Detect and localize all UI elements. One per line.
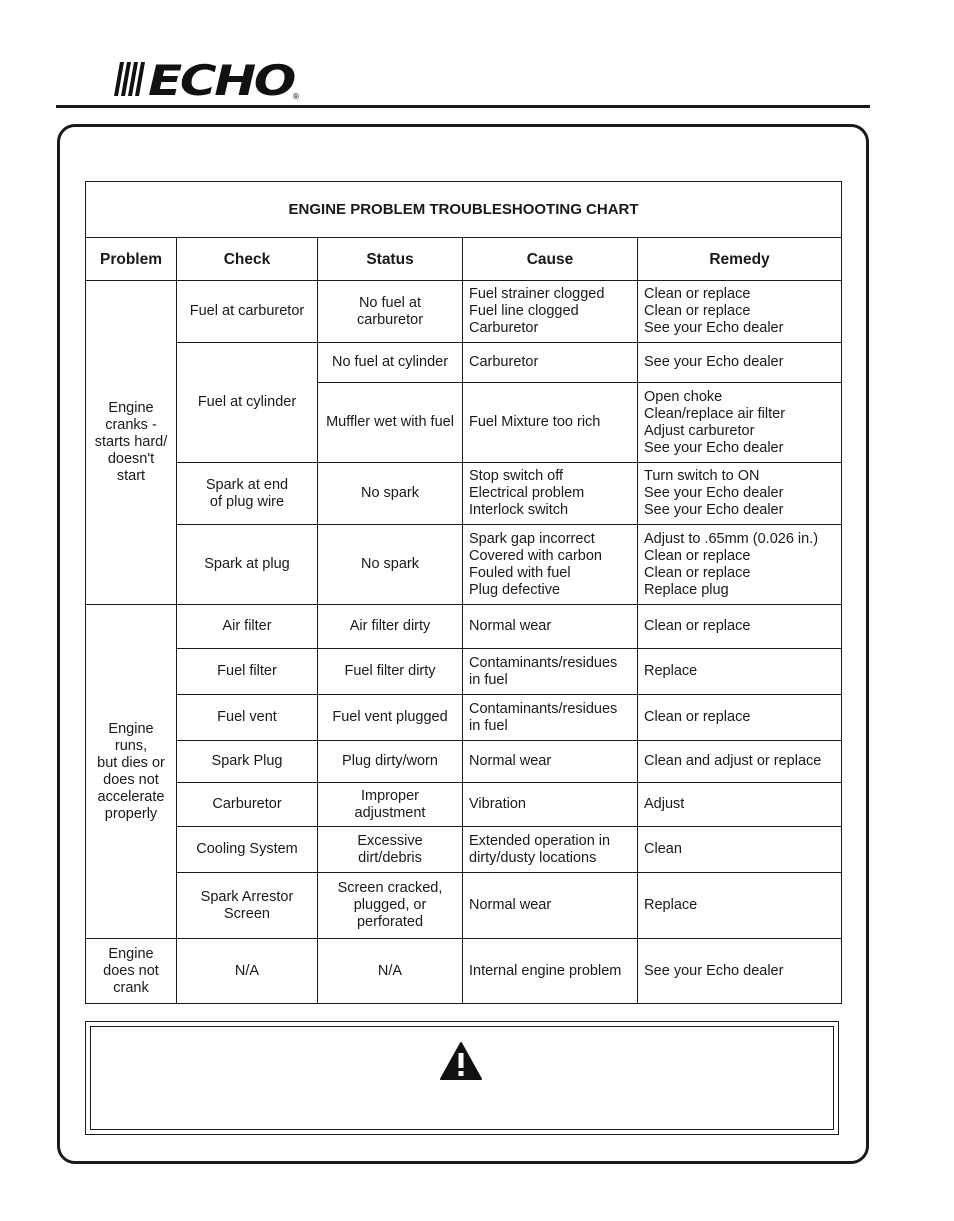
remedy-cell (638, 463, 842, 525)
remedy-cell (638, 649, 842, 695)
remedy-cell (638, 827, 842, 873)
cell-line: of plug wire (209, 493, 285, 510)
cell-line: Fuel filter dirty (344, 663, 436, 679)
cell-line: Carburetor (469, 354, 539, 370)
header-cause: Cause (463, 238, 638, 281)
cell-line: Adjust (644, 796, 685, 812)
troubleshooting-chart (85, 181, 842, 1004)
remedy-cell (638, 939, 842, 1004)
echo-logo (112, 58, 302, 100)
cell-line: Covered with carbon (469, 547, 602, 564)
cell-line: Replace (644, 897, 698, 913)
cell-line: See your Echo dealer (644, 354, 784, 370)
cell-line: Engine (108, 945, 154, 962)
check-cell (177, 343, 318, 463)
table-row (86, 649, 842, 695)
cell-line: in fuel (469, 717, 508, 734)
check-cell (177, 605, 318, 649)
cell-line: Fuel Mixture too rich (469, 414, 601, 430)
remedy-cell (638, 873, 842, 939)
warning-triangle-icon (439, 1041, 483, 1081)
cause-cell (463, 873, 638, 939)
remedy-cell (638, 605, 842, 649)
cell-line: Plug dirty/worn (342, 753, 438, 769)
status-cell (318, 525, 463, 605)
cell-line: Air filter (222, 618, 272, 634)
cell-line: Spark at end (205, 476, 289, 493)
cell-line: Extended operation in (469, 832, 611, 849)
table-row (86, 939, 842, 1004)
cell-line: Engine (108, 720, 154, 737)
cell-line: Clean or replace (644, 709, 751, 725)
cell-line: does not (103, 771, 159, 788)
cell-line: Carburetor (469, 320, 539, 336)
cell-line: See your Echo dealer (644, 439, 784, 456)
status-cell (318, 695, 463, 741)
cell-line: See your Echo dealer (644, 320, 784, 336)
cell-line: Clean and adjust or replace (644, 753, 822, 769)
remedy-cell (638, 741, 842, 783)
problem-cell (86, 605, 177, 939)
cell-line: Interlock switch (469, 502, 569, 518)
check-cell (177, 649, 318, 695)
table-row (86, 695, 842, 741)
cell-line: Spark at plug (204, 556, 290, 572)
cell-line: Normal wear (469, 618, 552, 634)
cause-cell (463, 343, 638, 383)
cause-cell (463, 827, 638, 873)
cell-line: Carburetor (212, 796, 282, 812)
cell-line: Screen cracked, (337, 880, 443, 896)
header-remedy: Remedy (638, 238, 842, 281)
remedy-cell (638, 783, 842, 827)
cell-line: Fuel at carburetor (189, 303, 305, 319)
cell-line: Engine (108, 400, 154, 416)
warning-box (85, 1021, 839, 1135)
table-row (86, 605, 842, 649)
check-cell (177, 827, 318, 873)
cell-line: Fuel strainer clogged (469, 286, 605, 302)
cell-line: doesn't (107, 451, 155, 467)
header-rule (56, 105, 870, 108)
table-row (86, 525, 842, 605)
status-cell (318, 649, 463, 695)
cell-line: Cooling System (196, 841, 298, 857)
cell-line: See your Echo dealer (644, 485, 784, 501)
table-row (86, 783, 842, 827)
cell-line: Fouled with fuel (469, 564, 571, 581)
cause-cell (463, 605, 638, 649)
cell-line: but dies or (97, 754, 165, 771)
svg-text:ECHO: ECHO (148, 58, 296, 100)
cell-line: Normal wear (469, 897, 552, 913)
table-row (86, 827, 842, 873)
cell-line: Vibration (469, 796, 526, 812)
cell-line: Clean/replace air filter (644, 405, 786, 422)
cell-line: Clean or replace (644, 564, 751, 581)
cell-line: Fuel filter (217, 663, 277, 679)
header-problem: Problem (86, 238, 177, 281)
cell-line: No fuel at (358, 294, 422, 311)
cell-line: N/A (377, 962, 403, 979)
cell-line: Excessive (357, 832, 423, 849)
cell-line: Stop switch off (469, 468, 564, 484)
cell-line: Spark gap incorrect (469, 530, 595, 547)
check-cell (177, 463, 318, 525)
status-cell (318, 281, 463, 343)
cell-line: Muffler wet with fuel (326, 414, 454, 430)
cell-line: Clean (644, 841, 682, 857)
status-cell (318, 939, 463, 1004)
cell-line: Improper (360, 787, 420, 804)
cell-line: Fuel vent (217, 709, 277, 725)
cell-line: in fuel (469, 671, 508, 688)
cause-cell (463, 463, 638, 525)
cause-cell (463, 939, 638, 1004)
cell-line: Plug defective (469, 581, 561, 598)
cell-line: Clean or replace (644, 618, 751, 634)
warning-box-inner (90, 1026, 834, 1130)
status-cell (318, 873, 463, 939)
status-cell (318, 463, 463, 525)
remedy-cell (638, 525, 842, 605)
cause-cell (463, 649, 638, 695)
cell-line: No spark (360, 485, 420, 501)
cell-line: Clean or replace (644, 303, 751, 319)
problem-cell (86, 281, 177, 605)
cell-line: plugged, or (353, 897, 427, 913)
cell-line: dirty/dusty locations (469, 849, 597, 866)
cell-line: No spark (360, 556, 420, 572)
cell-line: Air filter dirty (349, 618, 431, 634)
cell-line: Turn switch to ON (644, 468, 760, 484)
cell-line: properly (104, 805, 158, 822)
table-row (86, 463, 842, 525)
cell-line: accelerate (97, 788, 165, 805)
cell-line: Clean or replace (644, 286, 751, 302)
cell-line: Spark Plug (211, 753, 283, 769)
cause-cell (463, 383, 638, 463)
cell-line: No fuel at cylinder (331, 354, 449, 370)
cell-line: adjustment (354, 804, 426, 821)
cell-line: N/A (234, 962, 260, 979)
cell-line: start (116, 468, 146, 484)
cell-line: does not (103, 962, 159, 979)
check-cell (177, 783, 318, 827)
svg-text:®: ® (292, 92, 300, 100)
check-cell (177, 525, 318, 605)
cell-line: starts hard/ (94, 434, 168, 450)
problem-cell (86, 939, 177, 1004)
cause-cell (463, 783, 638, 827)
cell-line: Electrical problem (469, 485, 585, 501)
cell-line: crank (113, 979, 149, 996)
table-row (86, 343, 842, 383)
status-cell (318, 383, 463, 463)
remedy-cell (638, 695, 842, 741)
cause-cell (463, 525, 638, 605)
table-row (86, 873, 842, 939)
status-cell (318, 605, 463, 649)
cell-line: Fuel line clogged (469, 303, 579, 319)
cell-line: Adjust to .65mm (0.026 in.) (644, 530, 819, 547)
check-cell (177, 695, 318, 741)
cell-line: Screen (224, 905, 270, 922)
table-row (86, 741, 842, 783)
cell-line: Contaminants/residues (469, 700, 618, 717)
cell-line: perforated (356, 914, 424, 930)
cell-line: Open choke (644, 388, 723, 405)
check-cell (177, 741, 318, 783)
cell-line: Replace (644, 663, 698, 679)
cell-line: Internal engine problem (469, 962, 622, 979)
cell-line: Fuel at cylinder (197, 394, 297, 410)
header-check: Check (177, 238, 318, 281)
cause-cell (463, 281, 638, 343)
status-cell (318, 783, 463, 827)
status-cell (318, 741, 463, 783)
cause-cell (463, 695, 638, 741)
check-cell (177, 939, 318, 1004)
table-row (86, 281, 842, 343)
cause-cell (463, 741, 638, 783)
cell-line: carburetor (356, 311, 424, 328)
cell-line: cranks - (105, 417, 157, 433)
cell-line: See your Echo dealer (644, 502, 784, 518)
cell-line: Spark Arrestor (200, 888, 294, 905)
cell-line: Clean or replace (644, 547, 751, 564)
status-cell (318, 827, 463, 873)
remedy-cell (638, 383, 842, 463)
cell-line: Normal wear (469, 753, 552, 769)
cell-line: dirt/debris (358, 849, 422, 866)
remedy-cell (638, 343, 842, 383)
cell-line: runs, (114, 737, 148, 754)
remedy-cell (638, 281, 842, 343)
status-cell (318, 343, 463, 383)
chart-title: ENGINE PROBLEM TROUBLESHOOTING CHART (86, 182, 842, 238)
cell-line: Replace plug (644, 581, 729, 598)
check-cell (177, 281, 318, 343)
check-cell (177, 873, 318, 939)
cell-line: See your Echo dealer (644, 962, 784, 979)
cell-line: Contaminants/residues (469, 654, 618, 671)
cell-line: Fuel vent plugged (332, 709, 448, 725)
cell-line: Adjust carburetor (644, 422, 755, 439)
header-status: Status (318, 238, 463, 281)
